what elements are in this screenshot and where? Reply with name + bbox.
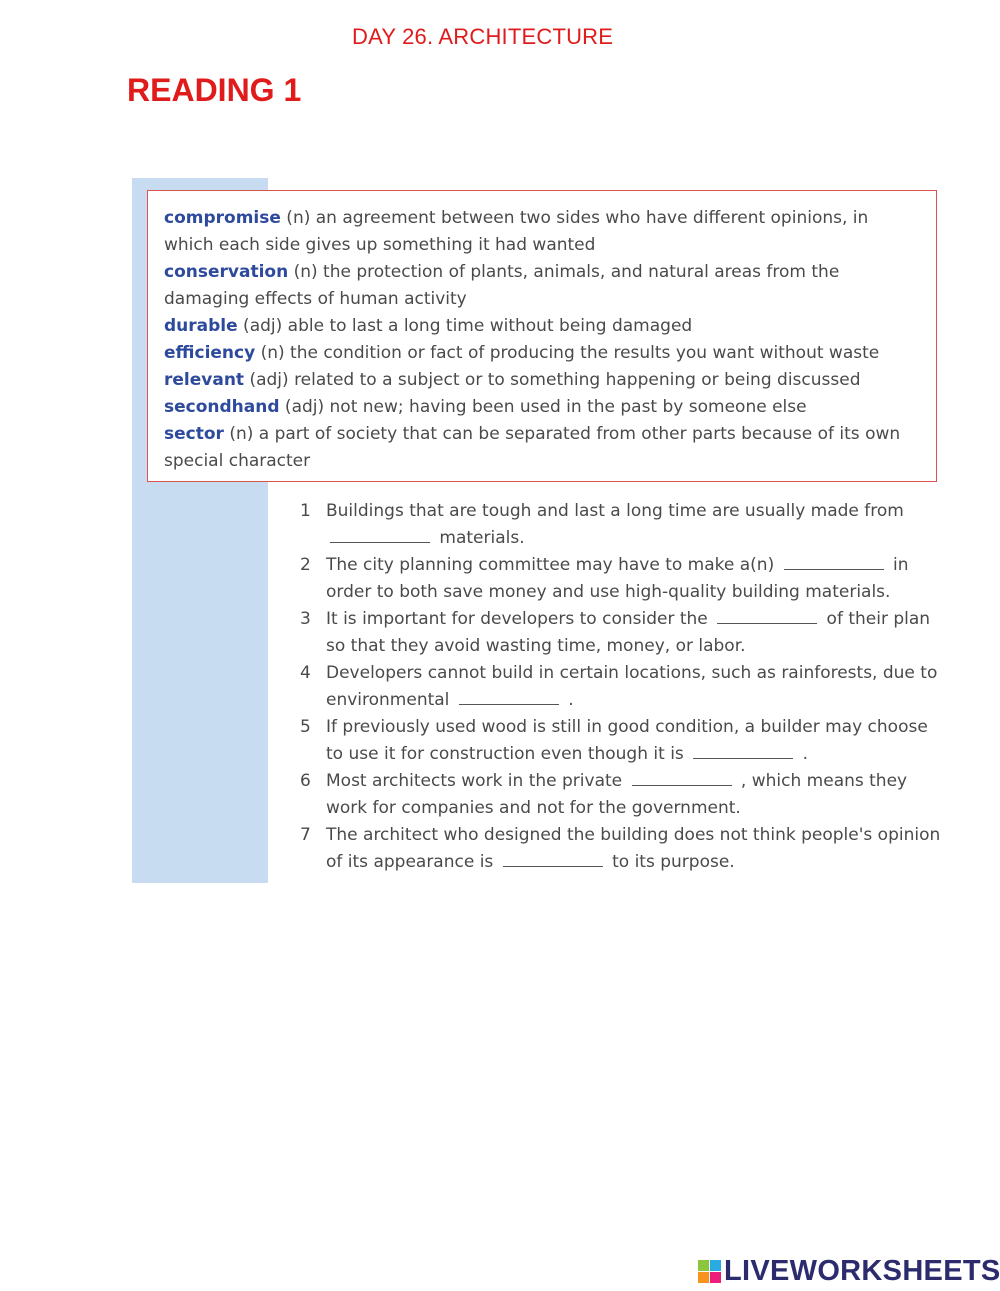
logo-square bbox=[698, 1272, 709, 1283]
vocab-entry-secondhand bbox=[164, 394, 920, 421]
exercise-item-2 bbox=[300, 552, 950, 606]
vocab-definition: (adj) not new; having been used in the past by someone else bbox=[279, 397, 807, 417]
vocab-term: conservation bbox=[164, 262, 289, 282]
vocab-definition: (n) the protection of plants, animals, and natural areas from the damaging effects of human activity bbox=[164, 262, 840, 309]
exercise-text: , which means they work for companies and not for the government. bbox=[326, 771, 908, 818]
reading-title: READING 1 bbox=[127, 72, 302, 108]
vocab-entry-relevant bbox=[164, 367, 920, 394]
answer-blank[interactable] bbox=[632, 769, 732, 786]
answer-blank[interactable] bbox=[503, 850, 603, 867]
vocab-definition: (adj) able to last a long time without being damaged bbox=[237, 316, 693, 336]
exercise-item-7 bbox=[300, 822, 950, 876]
vocab-definition: (adj) related to a subject or to something happening or being discussed bbox=[244, 370, 861, 390]
logo-text: LIVEWORKSHEETS bbox=[724, 1254, 1000, 1287]
exercise-item-5 bbox=[300, 714, 950, 768]
exercise-text: Developers cannot build in certain locations, such as rainforests, due to environmental bbox=[326, 663, 938, 710]
answer-blank[interactable] bbox=[717, 607, 817, 624]
exercise-item-6 bbox=[300, 768, 950, 822]
exercise-number: 4 bbox=[300, 663, 311, 683]
vocab-entry-sector bbox=[164, 421, 920, 475]
exercise-list bbox=[300, 498, 950, 876]
vocab-entry-durable bbox=[164, 313, 920, 340]
answer-blank[interactable] bbox=[330, 526, 430, 543]
exercise-text: . bbox=[562, 690, 574, 710]
exercise-number: 7 bbox=[300, 825, 311, 845]
vocab-definition: (n) the condition or fact of producing the results you want without waste bbox=[255, 343, 880, 363]
vocab-entry-compromise bbox=[164, 205, 920, 259]
vocabulary-box bbox=[147, 190, 937, 482]
exercise-text: Buildings that are tough and last a long time are usually made from bbox=[326, 501, 904, 521]
vocab-term: durable bbox=[164, 316, 238, 336]
exercise-text: The architect who designed the building does not think people's opinion of its appearance is bbox=[326, 825, 941, 872]
exercise-item-1 bbox=[300, 498, 950, 552]
answer-blank[interactable] bbox=[784, 553, 884, 570]
exercise-number: 5 bbox=[300, 717, 311, 737]
vocab-term: sector bbox=[164, 424, 224, 444]
exercise-text: of their plan so that they avoid wasting time, money, or labor. bbox=[326, 609, 931, 656]
exercise-number: 3 bbox=[300, 609, 311, 629]
vocab-entry-conservation bbox=[164, 259, 920, 313]
logo-square bbox=[710, 1260, 721, 1271]
exercise-item-3 bbox=[300, 606, 950, 660]
liveworksheets-logo[interactable] bbox=[698, 1256, 1000, 1286]
logo-square bbox=[698, 1260, 709, 1271]
vocab-term: secondhand bbox=[164, 397, 280, 417]
exercise-text: It is important for developers to consider the bbox=[326, 609, 708, 629]
exercise-number: 6 bbox=[300, 771, 311, 791]
day-title: DAY 26. ARCHITECTURE bbox=[352, 24, 614, 49]
exercise-number: 1 bbox=[300, 501, 311, 521]
vocab-term: efficiency bbox=[164, 343, 256, 363]
vocab-term: relevant bbox=[164, 370, 245, 390]
exercise-text: to its purpose. bbox=[606, 852, 735, 872]
exercise-text: The city planning committee may have to make a(n) bbox=[326, 555, 775, 575]
exercise-text: . bbox=[797, 744, 808, 764]
answer-blank[interactable] bbox=[693, 742, 793, 759]
exercise-text: If previously used wood is still in good condition, a builder may choose to use it for construction even though it is bbox=[326, 717, 928, 764]
exercise-text: Most architects work in the private bbox=[326, 771, 623, 791]
exercise-text: materials. bbox=[434, 528, 525, 548]
logo-grid-icon bbox=[698, 1260, 721, 1283]
vocab-entry-efficiency bbox=[164, 340, 920, 367]
vocab-definition: (n) a part of society that can be separated from other parts because of its own special character bbox=[164, 424, 901, 471]
exercise-text: in order to both save money and use high-quality building materials. bbox=[326, 555, 909, 602]
vocab-term: compromise bbox=[164, 208, 281, 228]
answer-blank[interactable] bbox=[459, 688, 559, 705]
exercise-item-4 bbox=[300, 660, 950, 714]
logo-square bbox=[710, 1272, 721, 1283]
vocab-definition: (n) an agreement between two sides who have different opinions, in which each side gives up something it had wanted bbox=[164, 208, 869, 255]
exercise-number: 2 bbox=[300, 555, 311, 575]
